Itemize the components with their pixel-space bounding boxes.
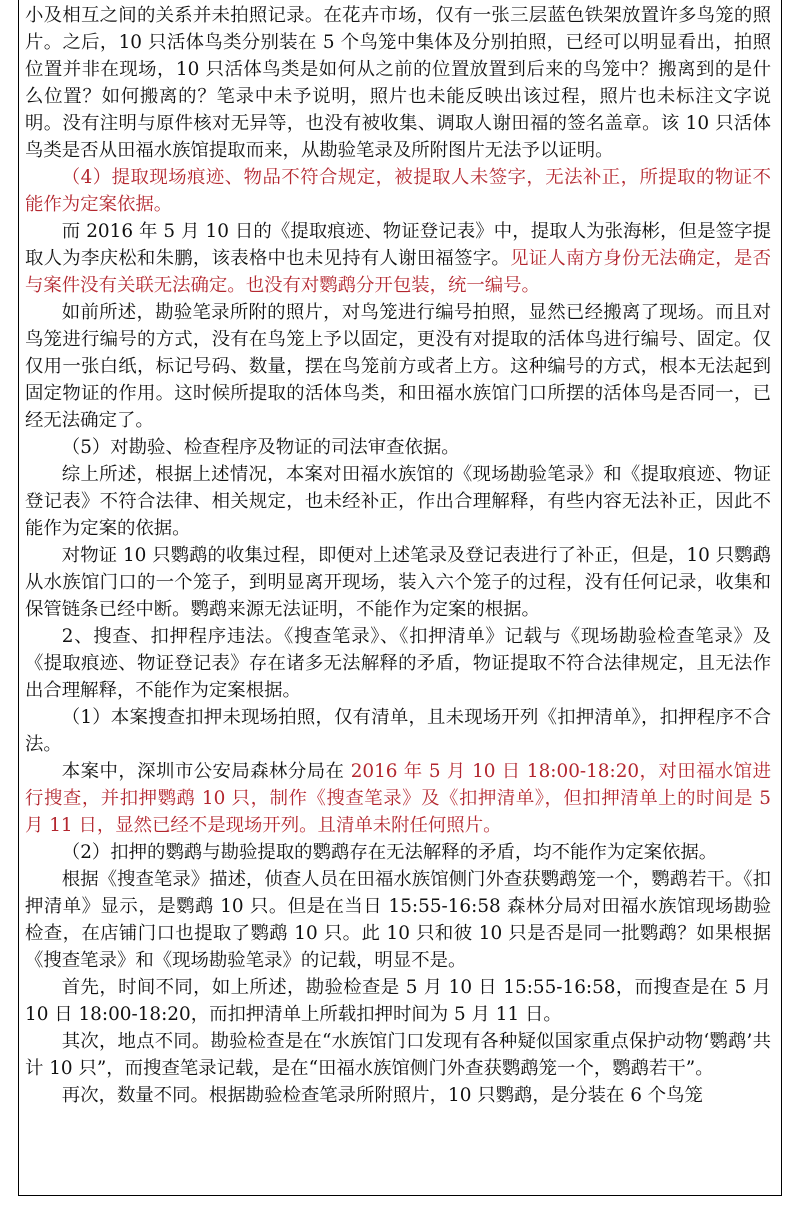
paragraph	[25, 704, 771, 758]
highlighted-text: 2016 年 5 月 10 日 18:00-18:20，对田福水馆进行搜查，并扣押鹦鹉 10 只，制作《搜查笔录》及《扣押清单》，但扣押清单上的时间是 5 月 11 日，显然已经不是现场开列。且清单未附任何照片。	[25, 761, 771, 836]
text-run: （5）对勘验、检查程序及物证的司法审查依据。	[61, 437, 460, 458]
document-page	[18, 0, 782, 1196]
paragraph	[25, 839, 771, 866]
paragraph	[25, 974, 771, 1028]
text-run: 如前所述，勘验笔录所附的照片，对鸟笼进行编号拍照，显然已经搬离了现场。而且对鸟笼进行编号的方式，没有在鸟笼上予以固定，更没有对提取的活体鸟进行编号、固定。仅仅用一张白纸，标记号码、数量，摆在鸟笼前方或者上方。这种编号的方式，根本无法起到固定物证的作用。这时候所提取的活体鸟类，和田福水族馆门口所摆的活体鸟是否同一，已经无法确定了。	[25, 302, 771, 431]
text-run: （1）本案搜查扣押未现场拍照，仅有清单，且未现场开列《扣押清单》，扣押程序不合法。	[25, 707, 771, 755]
text-run: 本案中，深圳市公安局森林分局在	[61, 761, 351, 782]
highlighted-text: 见证人南方身份无法确定，是否与案件没有关联无法确定。也没有对鹦鹉分开包装，统一编号。	[25, 248, 771, 296]
paragraph	[25, 1082, 771, 1109]
text-run: 根据《搜查笔录》描述，侦查人员在田福水族馆侧门外查获鹦鹉笼一个，鹦鹉若干。《扣押清单》显示，是鹦鹉 10 只。但是在当日 15:55-16:58 森林分局对田福水族馆现场勘验检查，在店铺门口也提取了鹦鹉 10 只。此 10 只和彼 10 只是否是同一批鹦鹉？如果根据《搜查笔录》和《现场勘验笔录》的记载，明显不是。	[25, 869, 771, 971]
paragraph	[25, 542, 771, 623]
text-run: 综上所述，根据上述情况，本案对田福水族馆的《现场勘验笔录》和《提取痕迹、物证登记表》不符合法律、相关规定，也未经补正，作出合理解释，有些内容无法补正，因此不能作为定案的依据。	[25, 464, 771, 539]
text-run: （2）扣押的鹦鹉与勘验提取的鹦鹉存在无法解释的矛盾，均不能作为定案依据。	[61, 842, 718, 863]
paragraph	[25, 299, 771, 434]
paragraph	[25, 461, 771, 542]
document-body	[25, 2, 771, 1109]
text-run: 而 2016 年 5 月 10 日的《提取痕迹、物证登记表》中，提取人为张海彬，但是签字提取人为李庆松和朱鹏，该表格中也未见持有人谢田福签字。	[25, 221, 771, 269]
text-run: 对物证 10 只鹦鹉的收集过程，即便对上述笔录及登记表进行了补正，但是，10 只鹦鹉从水族馆门口的一个笼子，到明显离开现场，装入六个笼子的过程，没有任何记录，收集和保管链条已经中断。鹦鹉来源无法证明，不能作为定案的根据。	[25, 545, 771, 620]
highlighted-text: （4）提取现场痕迹、物品不符合规定，被提取人未签字，无法补正，所提取的物证不能作为定案依据。	[25, 167, 771, 215]
text-run: 小及相互之间的关系并未拍照记录。在花卉市场，仅有一张三层蓝色铁架放置许多鸟笼的照片。之后，10 只活体鸟类分别装在 5 个鸟笼中集体及分别拍照，已经可以明显看出，拍照位置并非在现场，10 只活体鸟类是如何从之前的位置放置到后来的鸟笼中？搬离到的是什么位置？如何搬离的？笔录中未予说明，照片也未能反映出该过程，照片也未标注文字说明。没有注明与原件核对无异等，也没有被收集、调取人谢田福的签名盖章。该 10 只活体鸟类是否从田福水族馆提取而来，从勘验笔录及所附图片无法予以证明。	[25, 5, 771, 161]
paragraph	[25, 623, 771, 704]
paragraph	[25, 434, 771, 461]
paragraph	[25, 164, 771, 218]
text-run: 其次，地点不同。勘验检查是在“水族馆门口发现有各种疑似国家重点保护动物‘鹦鹉’共计 10 只”，而搜查笔录记载，是在“田福水族馆侧门外查获鹦鹉笼一个，鹦鹉若干”。	[25, 1031, 771, 1079]
text-run: 再次，数量不同。根据勘验检查笔录所附照片，10 只鹦鹉，是分装在 6 个鸟笼	[61, 1085, 703, 1106]
paragraph	[25, 1028, 771, 1082]
paragraph	[25, 758, 771, 839]
paragraph	[25, 2, 771, 164]
paragraph	[25, 218, 771, 299]
text-run: 首先，时间不同，如上所述，勘验检查是 5 月 10 日 15:55-16:58，而搜查是在 5 月 10 日 18:00-18:20，而扣押清单上所载扣押时间为 5 月 11 日。	[25, 977, 771, 1025]
text-run: 2、搜查、扣押程序违法。《搜查笔录》、《扣押清单》记载与《现场勘验检查笔录》及《提取痕迹、物证登记表》存在诸多无法解释的矛盾，物证提取不符合法律规定，且无法作出合理解释，不能作为定案根据。	[25, 626, 771, 701]
paragraph	[25, 866, 771, 974]
